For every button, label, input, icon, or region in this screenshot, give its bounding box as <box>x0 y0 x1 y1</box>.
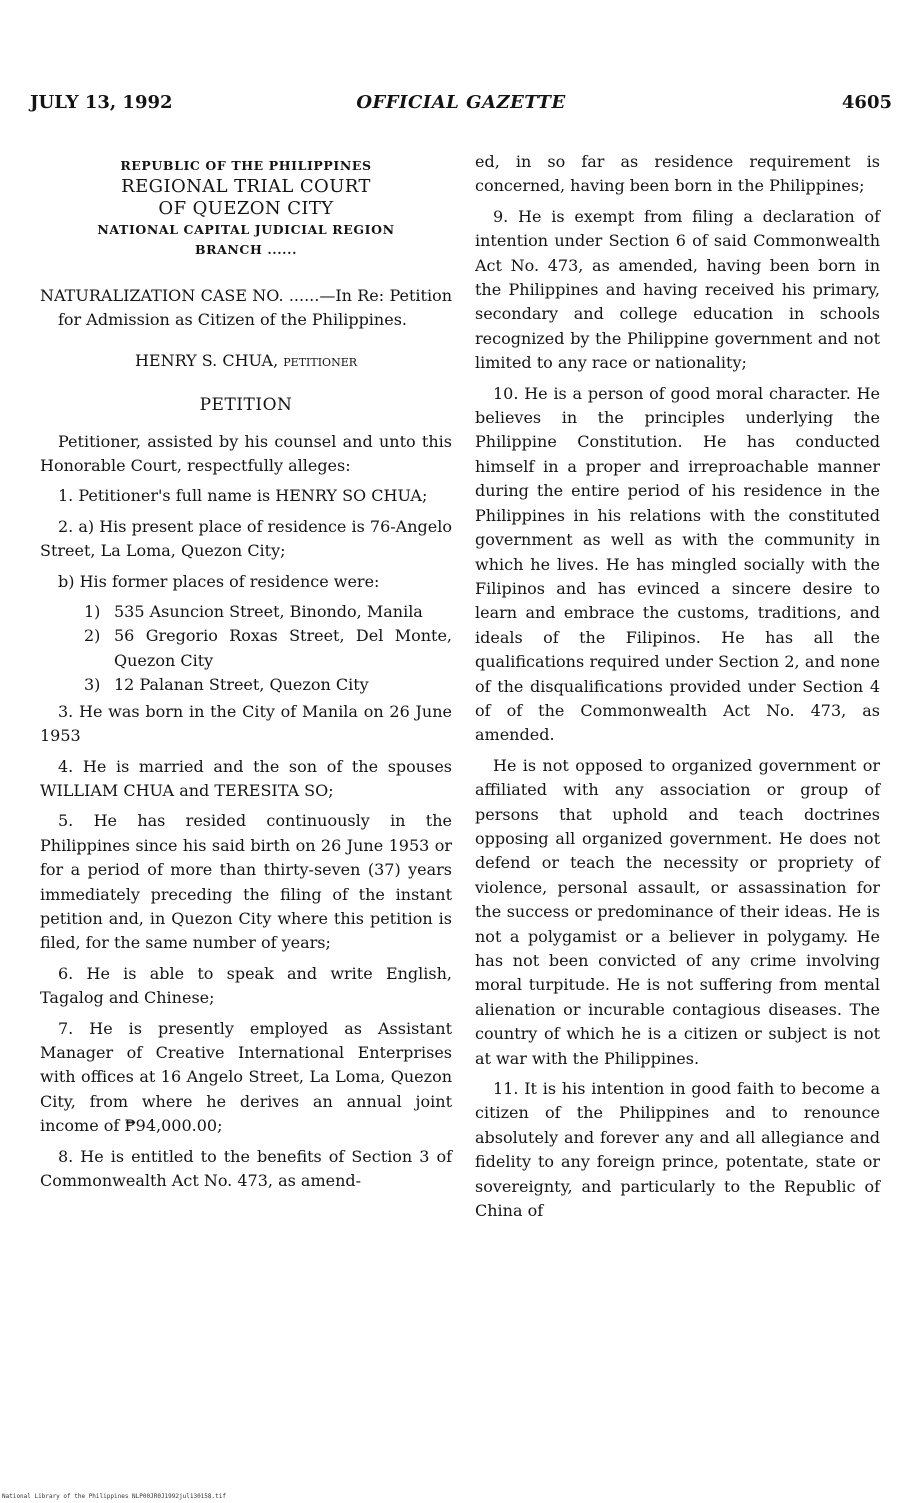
branch-line: BRANCH ...... <box>194 242 298 257</box>
paragraph-7: 7. He is presently employed as Assistant Manager of Creative International Enterprises with offices at 16 Angelo Street, La Loma, Quezon City, from where he derives an annual joint income of ₱94,000.00; <box>40 1018 452 1136</box>
list-item-number: 1) <box>84 602 101 622</box>
paragraph-4: 4. He is married and the son of the spouses WILLIAM CHUA and TERESITA SO; <box>40 756 452 800</box>
paragraph-2b: b) His former places of residence were: <box>58 571 380 591</box>
paragraph-9: 9. He is exempt from filing a declaration of intention under Section 6 of said Commonwealth Act No. 473, as amended, having been born in the Philippines and having received his primary, secondary and college education in schools recognized by the Philippine government and not limited to any race or nationality; <box>475 206 880 373</box>
paragraph-5: 5. He has resided continuously in the Philippines since his said birth on 26 June 1953 or for a period of more than thirty-seven (37) years immediately preceding the filing of the instant petition and, in Quezon City where this petition is filed, for the same number of years; <box>40 811 452 953</box>
list-item <box>40 600 452 624</box>
list-item-number: 2) <box>84 626 101 646</box>
paragraph-8: 8. He is entitled to the benefits of Section 3 of Commonwealth Act No. 473, as amend- <box>40 1146 452 1190</box>
list-item-text: 12 Palanan Street, Quezon City <box>114 675 369 695</box>
list-item-text: 56 Gregorio Roxas Street, Del Monte, Quezon City <box>114 626 452 670</box>
paragraph-3: 3. He was born in the City of Manila on 26 June 1953 <box>40 701 452 746</box>
paragraph-10: 10. He is a person of good moral character. He believes in the principles underlying the Philippine Constitution. He has conducted himself in a proper and irreproachable manner during the entire period of his residence in the Philippines in his relations with the constituted government as well as with the community in which he lives. He has mingled socially with the Filipinos and has evinced a sincere desire to learn and embrace the customs, traditions, and ideals of the Filipinos. He has all the qualifications required under Section 2, and none of the disqualifications provided under Section 4 of of the Commonwealth Act No. 473, as amended. <box>475 383 880 745</box>
petition-title: PETITION <box>199 395 293 416</box>
case-caption: NATURALIZATION CASE NO. ......—In Re: Petition for Admission as Citizen of the Philippines. <box>40 286 452 330</box>
list-item <box>40 673 452 697</box>
court-name-line2: OF QUEZON CITY <box>158 198 334 219</box>
header-page-number: 4605 <box>841 92 892 113</box>
scan-footer: National Library of the Philippines NLP00JR0J1992jul130158.tif <box>2 1493 226 1500</box>
paragraph-1: 1. Petitioner's full name is HENRY SO CHUA; <box>58 486 428 506</box>
paragraph-11: 11. It is his intention in good faith to become a citizen of the Philippines and to renounce absolutely and forever any and all allegiance and fidelity to any foreign prince, potentate, state or sovereignty, and particularly to the Republic of China of <box>475 1079 880 1221</box>
header-title: OFFICIAL GAZETTE <box>356 92 566 113</box>
petitioner-name: HENRY S. CHUA, petitioner <box>134 350 358 370</box>
paragraph-6: 6. He is able to speak and write English, Tagalog and Chinese; <box>40 963 452 1008</box>
former-residences-list <box>40 600 452 698</box>
intro-paragraph: Petitioner, assisted by his counsel and unto this Honorable Court, respectfully alleges: <box>40 431 452 476</box>
list-item-number: 3) <box>84 675 101 695</box>
paragraph-10b: He is not opposed to organized government or affiliated with any association or group of persons that uphold and teach doctrines opposing all organized government. He does not defend or teach the necessity or propriety of violence, personal assault, or assassination for the success or predominance of their ideas. He is not a polygamist or a believer in polygamy. He has not been convicted of any crime involving moral turpitude. He is not suffering from mental alienation or incurable contagious diseases. The country of which he is a citizen or subject is not at war with the Philippines. <box>475 755 880 1068</box>
court-name-line1: REGIONAL TRIAL COURT <box>121 176 371 197</box>
region-line: NATIONAL CAPITAL JUDICIAL REGION <box>97 222 395 237</box>
right-column <box>475 150 880 1229</box>
paragraph-8-continued: ed, in so far as residence requirement is concerned, having been born in the Philippines; <box>475 152 880 196</box>
list-item-text: 535 Asuncion Street, Binondo, Manila <box>114 602 423 622</box>
header-date: JULY 13, 1992 <box>30 92 173 113</box>
list-item <box>40 624 452 673</box>
running-header <box>30 92 892 118</box>
paragraph-2a: 2. a) His present place of residence is 76-Angelo Street, La Loma, Quezon City; <box>40 516 452 561</box>
court-heading <box>40 156 452 260</box>
republic-line: REPUBLIC OF THE PHILIPPINES <box>120 158 372 173</box>
left-column <box>40 150 452 1199</box>
